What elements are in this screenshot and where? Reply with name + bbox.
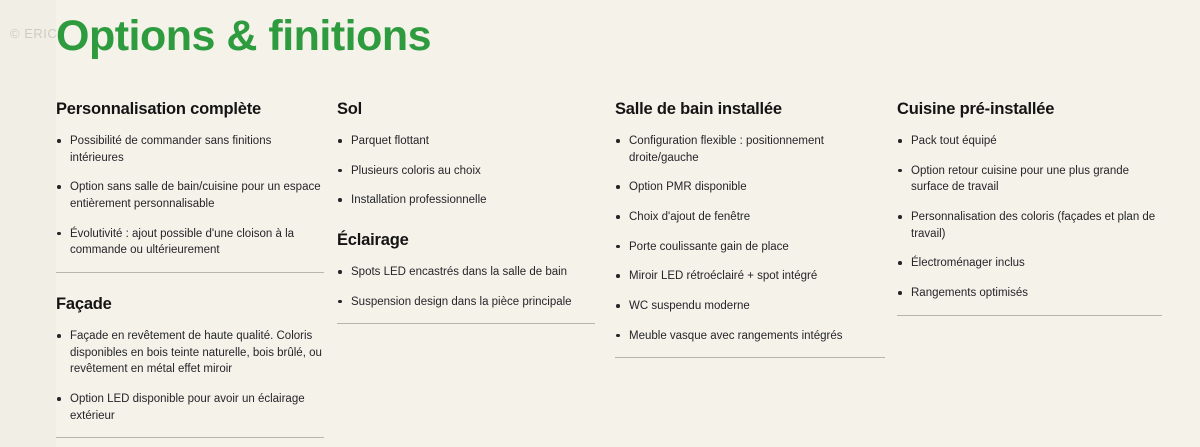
divider: [56, 272, 324, 273]
list-eclairage: [337, 264, 595, 310]
list-item: Choix d'ajout de fenêtre: [615, 209, 885, 226]
list-item: Installation professionnelle: [337, 192, 595, 209]
column-salle-de-bain: [615, 100, 885, 358]
list-item: Option sans salle de bain/cuisine pour un espace entièrement personnalisable: [56, 179, 324, 212]
divider: [897, 315, 1162, 316]
section-title-cuisine: Cuisine pré-installée: [897, 100, 1055, 118]
section-title-salle-de-bain: Salle de bain installée: [615, 100, 782, 118]
column-personnalisation: [56, 100, 324, 438]
list-item: Possibilité de commander sans finitions intérieures: [56, 133, 324, 166]
column-sol-eclairage: [337, 100, 595, 324]
list-item: Configuration flexible : positionnement droite/gauche: [615, 133, 885, 166]
left-strip-decoration: [0, 0, 56, 447]
watermark-text: © ERIC: [10, 26, 58, 41]
section-title-personnalisation-complete: Personnalisation complète: [56, 100, 261, 118]
list-cuisine: [897, 133, 1162, 302]
list-item: Pack tout équipé: [897, 133, 1162, 150]
divider: [56, 437, 324, 438]
section-title-facade: Façade: [56, 295, 112, 314]
section-title-sol: Sol: [337, 100, 363, 118]
list-facade: [56, 328, 324, 424]
list-item: Plusieurs coloris au choix: [337, 163, 595, 180]
list-item: Personnalisation des coloris (façades et plan de travail): [897, 209, 1162, 242]
list-item: Suspension design dans la pièce principale: [337, 294, 595, 311]
list-item: Miroir LED rétroéclairé + spot intégré: [615, 268, 885, 285]
section-title-eclairage: Éclairage: [337, 231, 409, 250]
column-cuisine: [897, 100, 1162, 316]
divider: [615, 357, 885, 358]
list-item: Façade en revêtement de haute qualité. Coloris disponibles en bois teinte naturelle, bois brûlé, ou revêtement en métal effet miroir: [56, 328, 324, 378]
page-title: Options & finitions: [56, 12, 432, 60]
list-item: Rangements optimisés: [897, 285, 1162, 302]
list-item: WC suspendu moderne: [615, 298, 885, 315]
list-item: Meuble vasque avec rangements intégrés: [615, 328, 885, 345]
list-personnalisation-complete: [56, 133, 324, 259]
list-sol: [337, 133, 595, 209]
divider: [337, 323, 595, 324]
list-item: Option PMR disponible: [615, 179, 885, 196]
list-item: Évolutivité : ajout possible d'une cloison à la commande ou ultérieurement: [56, 226, 324, 259]
list-item: Parquet flottant: [337, 133, 595, 150]
list-item: Option retour cuisine pour une plus grande surface de travail: [897, 163, 1162, 196]
list-item: Option LED disponible pour avoir un éclairage extérieur: [56, 391, 324, 424]
list-item: Spots LED encastrés dans la salle de bain: [337, 264, 595, 281]
list-item: Électroménager inclus: [897, 255, 1162, 272]
list-salle-de-bain: [615, 133, 885, 344]
list-item: Porte coulissante gain de place: [615, 239, 885, 256]
